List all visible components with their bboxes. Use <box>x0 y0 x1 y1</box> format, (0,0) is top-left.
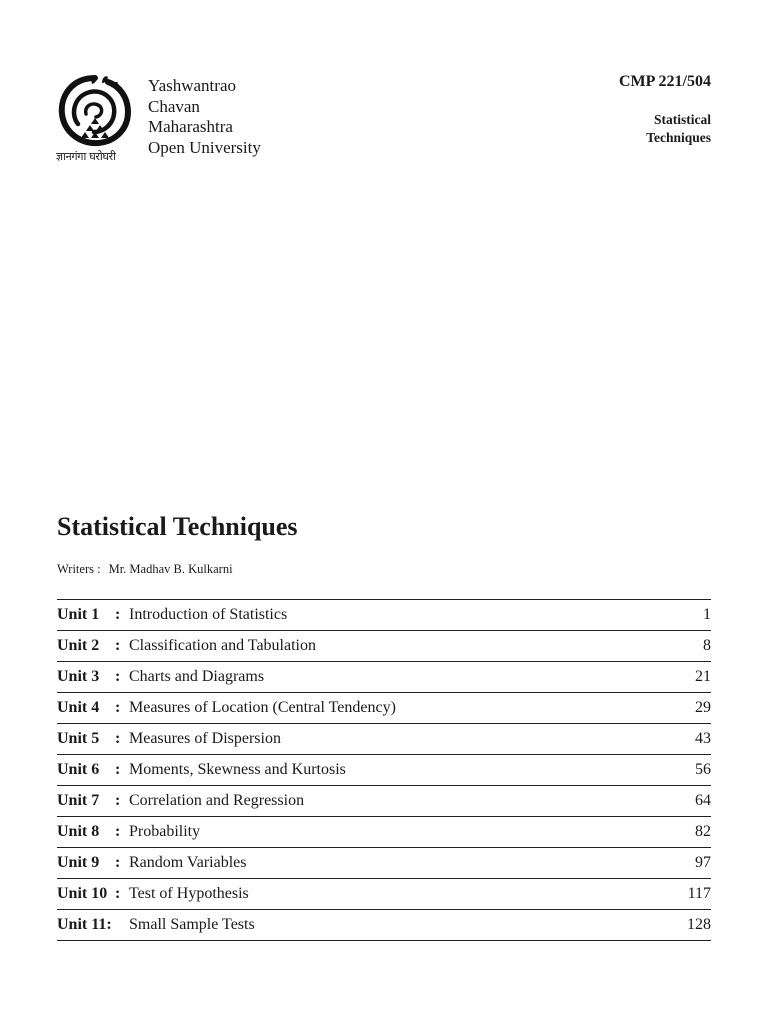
university-name-line: Open University <box>148 137 261 157</box>
unit-label: Unit 11: <box>57 916 112 933</box>
writers-line <box>57 562 233 577</box>
writers-label: Writers : <box>57 562 101 576</box>
unit-page-number: 56 <box>695 761 711 778</box>
unit-separator: : <box>115 637 121 654</box>
unit-title: Charts and Diagrams <box>129 668 265 685</box>
logo-tagline: ज्ञानगंगा घरोघरी <box>56 150 116 163</box>
unit-page-number: 43 <box>695 730 711 747</box>
unit-title: Measures of Location (Central Tendency) <box>129 699 396 716</box>
unit-row <box>57 879 711 910</box>
unit-label: Unit 3 <box>57 668 100 685</box>
unit-label: Unit 6 <box>57 761 100 778</box>
unit-page-number: 1 <box>703 606 711 623</box>
course-title-line: Techniques <box>646 130 711 145</box>
unit-title: Introduction of Statistics <box>129 606 288 623</box>
unit-row <box>57 693 711 724</box>
unit-separator: : <box>115 854 121 871</box>
unit-label: Unit 10 <box>57 885 108 902</box>
unit-page-number: 97 <box>695 854 711 871</box>
unit-title: Random Variables <box>129 854 247 871</box>
unit-row <box>57 786 711 817</box>
page-title: Statistical Techniques <box>57 512 298 541</box>
university-name-line: Yashwantrao <box>148 76 236 95</box>
unit-label: Unit 7 <box>57 792 100 809</box>
unit-row <box>57 600 711 631</box>
unit-label: Unit 5 <box>57 730 100 747</box>
unit-separator: : <box>115 606 121 623</box>
unit-title: Classification and Tabulation <box>129 637 316 654</box>
unit-page-number: 82 <box>695 823 711 840</box>
unit-separator: : <box>115 885 121 902</box>
unit-label: Unit 8 <box>57 823 100 840</box>
unit-page-number: 128 <box>687 916 711 933</box>
ycmou-logo-icon <box>56 74 134 148</box>
unit-label: Unit 4 <box>57 699 100 716</box>
unit-title: Moments, Skewness and Kurtosis <box>129 761 346 778</box>
unit-page-number: 117 <box>687 885 711 902</box>
unit-page-number: 8 <box>703 637 711 654</box>
unit-page-number: 21 <box>695 668 711 685</box>
unit-label: Unit 2 <box>57 637 100 654</box>
unit-page-number: 64 <box>695 792 711 809</box>
unit-separator: : <box>115 823 121 840</box>
writers-value: Mr. Madhav B. Kulkarni <box>108 562 233 576</box>
unit-row <box>57 848 711 879</box>
unit-row <box>57 817 711 848</box>
unit-page-number: 29 <box>695 699 711 716</box>
unit-row <box>57 724 711 755</box>
unit-separator: : <box>115 792 121 809</box>
unit-separator: : <box>115 761 121 778</box>
unit-title: Small Sample Tests <box>129 916 255 933</box>
course-code: CMP 221/504 <box>619 73 711 90</box>
unit-title: Correlation and Regression <box>129 792 305 809</box>
unit-label: Unit 1 <box>57 606 100 623</box>
course-title-line: Statistical <box>654 112 711 127</box>
course-title <box>646 111 711 147</box>
university-name-line: Maharashtra <box>148 117 233 136</box>
units-table <box>57 599 711 941</box>
unit-title: Probability <box>129 823 201 840</box>
unit-title: Measures of Dispersion <box>129 730 281 747</box>
unit-label: Unit 9 <box>57 854 100 871</box>
unit-separator: : <box>115 668 121 685</box>
unit-row <box>57 910 711 941</box>
unit-row <box>57 662 711 693</box>
unit-row <box>57 755 711 786</box>
unit-row <box>57 631 711 662</box>
unit-separator: : <box>115 730 121 747</box>
university-name <box>148 76 261 158</box>
unit-separator: : <box>115 699 121 716</box>
university-logo <box>56 74 134 170</box>
unit-title: Test of Hypothesis <box>129 885 249 902</box>
university-name-line: Chavan <box>148 96 200 116</box>
